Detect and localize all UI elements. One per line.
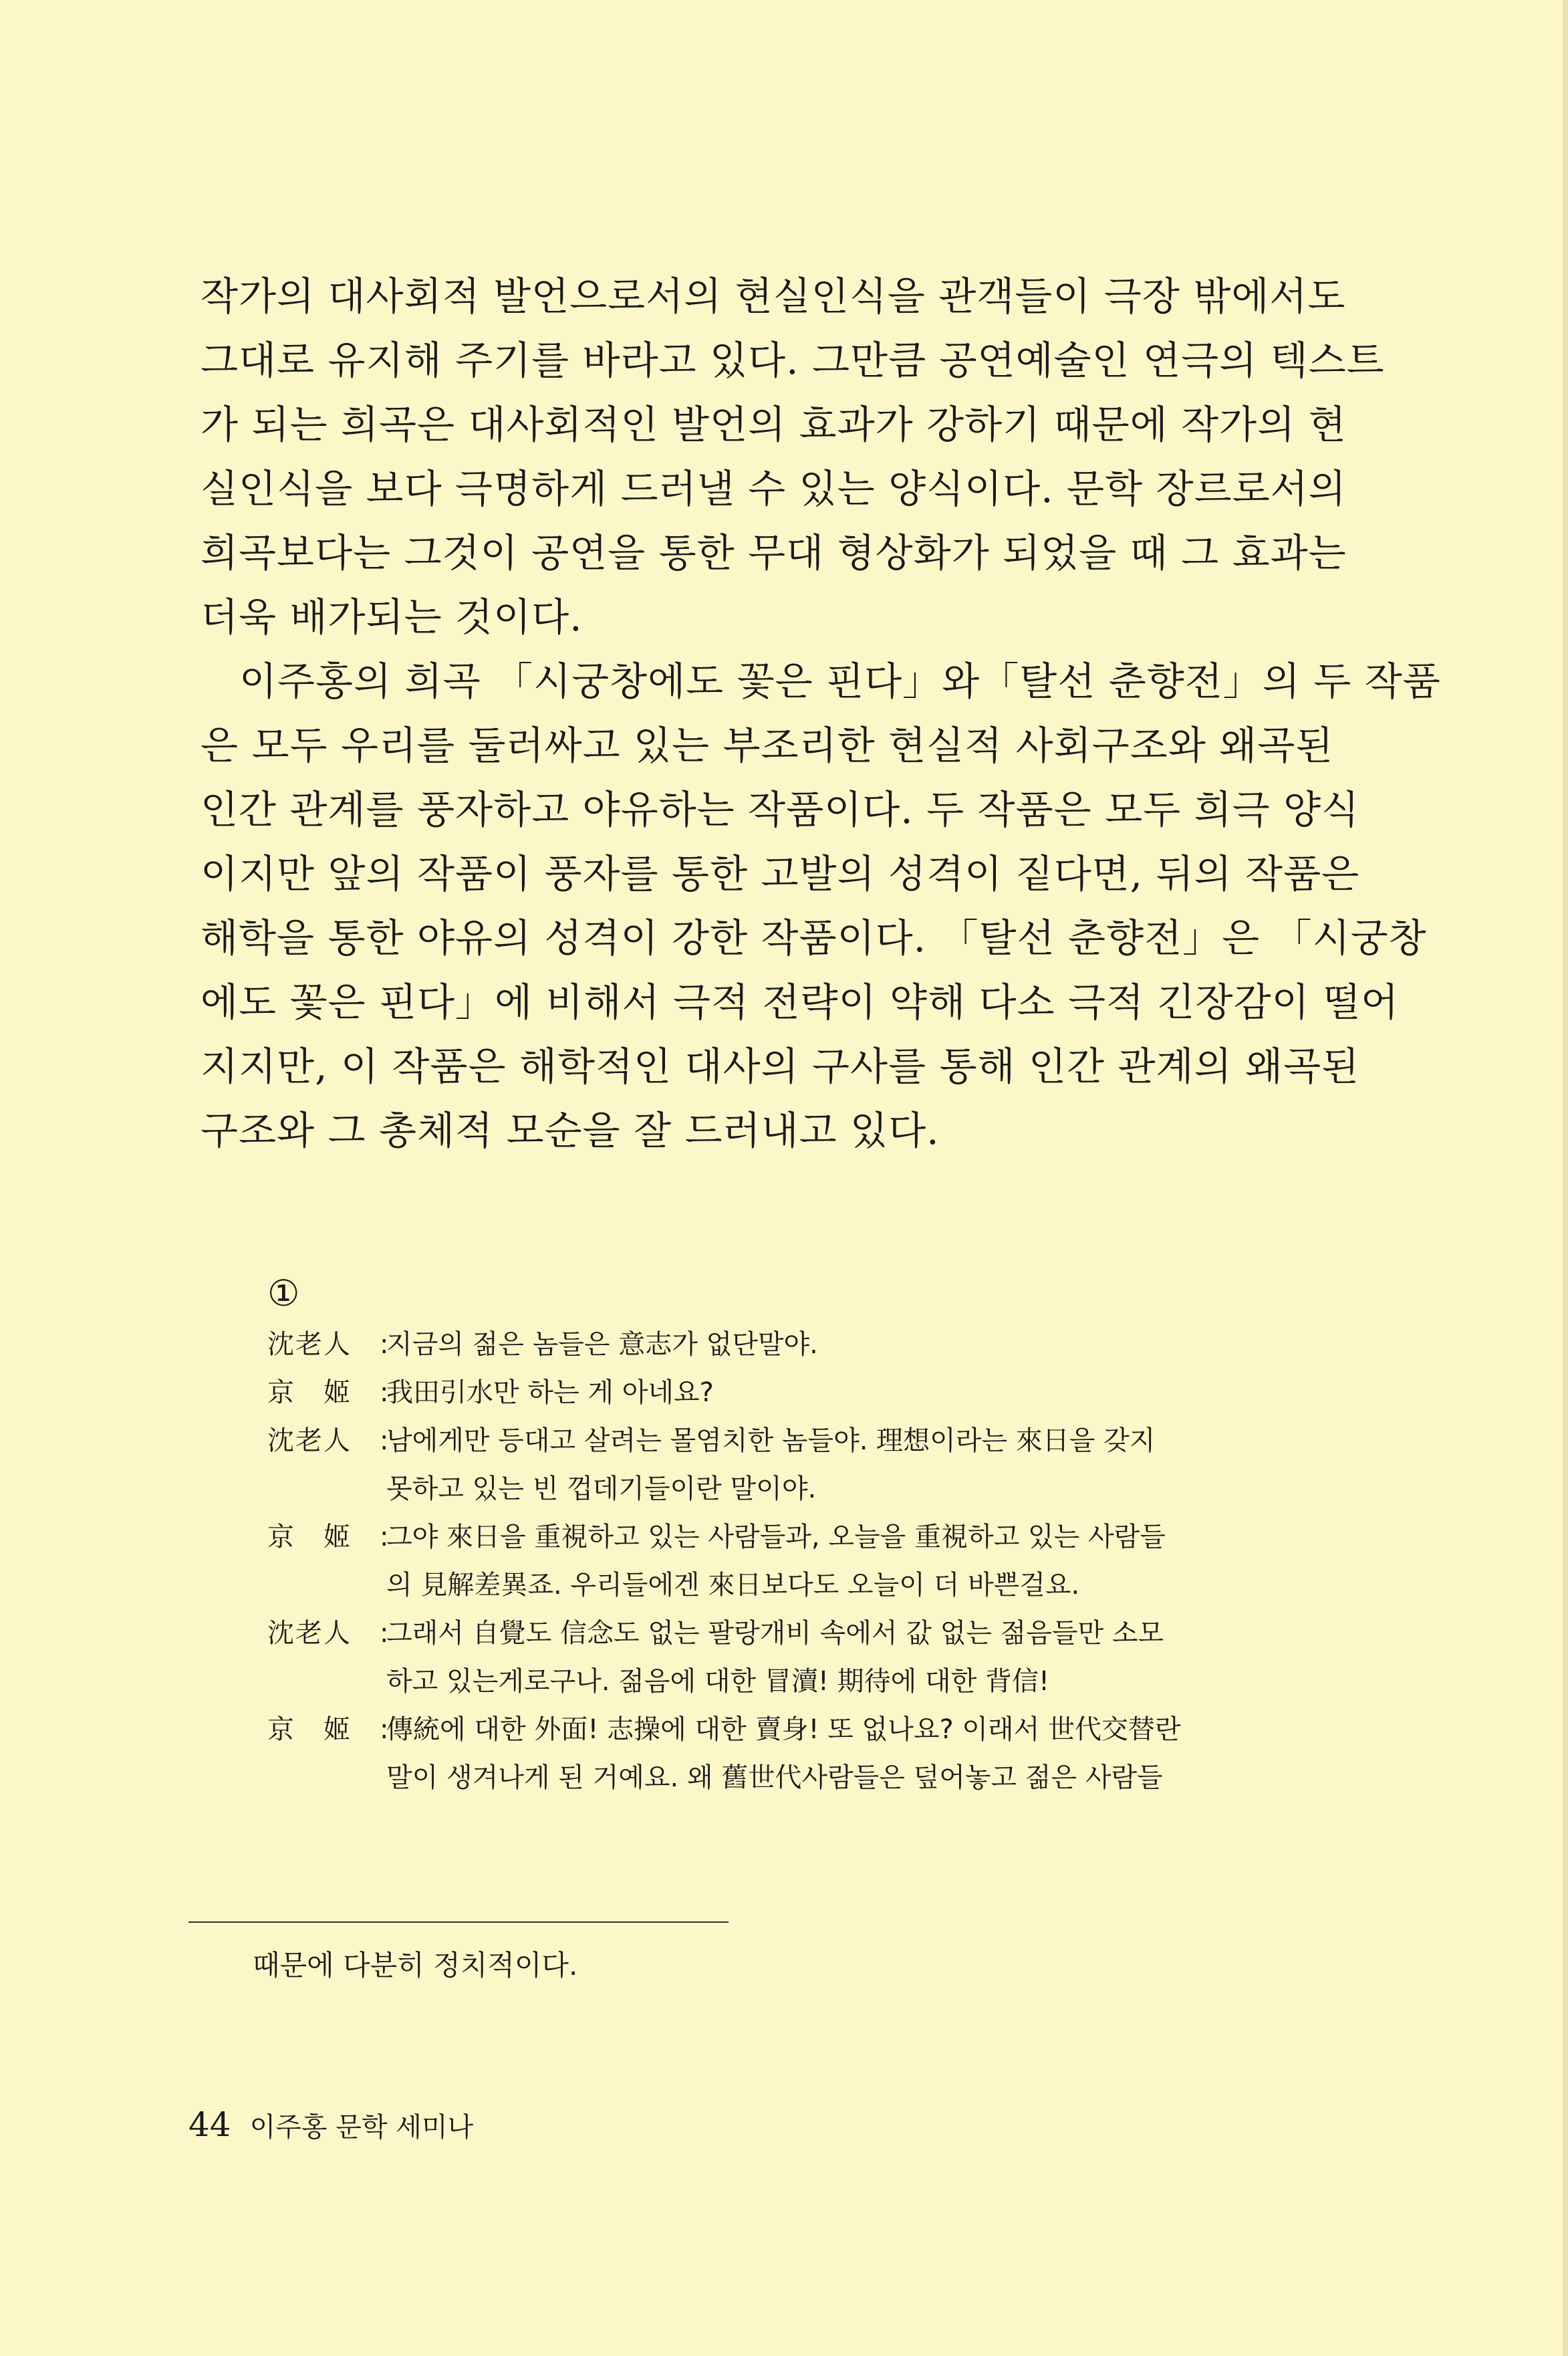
body-line: 은 모두 우리를 둘러싸고 있는 부조리한 현실적 사회구조와 왜곡된: [201, 723, 1334, 768]
dialogue-excerpt: [267, 1320, 1257, 1802]
body-line: 해학을 통한 야유의 성격이 강한 작품이다. 「탈선 춘향전」은 「시궁창: [201, 915, 1427, 961]
page-edge: [1563, 0, 1568, 2356]
speaker-name: 沈老人: [267, 1425, 352, 1456]
body-line: 희곡보다는 그것이 공연을 통한 무대 형상화가 되었을 때 그 효과는: [201, 530, 1347, 576]
dialogue-entry: [267, 1320, 1257, 1369]
body-line: 지지만, 이 작품은 해학적인 대사의 구사를 통해 인간 관계의 왜곡된: [201, 1044, 1360, 1089]
speaker-name: 沈老人: [267, 1618, 352, 1649]
speaker-name: 京 姬: [267, 1377, 352, 1408]
body-line: 작가의 대사회적 발언으로서의 현실인식을 관객들이 극장 밖에서도: [201, 273, 1346, 319]
dialogue-entry: [267, 1417, 1257, 1513]
speech-line: 그야 來日을 重視하고 있는 사람들과, 오늘을 重視하고 있는 사람들: [386, 1522, 1166, 1552]
body-line: 에도 꽃은 핀다」에 비해서 극적 전략이 약해 다소 극적 긴장감이 떨어: [201, 979, 1400, 1025]
body-line: 이지만 앞의 작품이 풍자를 통한 고발의 성격이 짙다면, 뒤의 작품은: [201, 851, 1360, 897]
body-line: 실인식을 보다 극명하게 드러낼 수 있는 양식이다. 문학 장르로서의: [201, 466, 1347, 511]
speech-line: 하고 있는게로구나. 젊음에 대한 冒瀆! 期待에 대한 背信!: [386, 1666, 1050, 1697]
dialogue-entry: [267, 1369, 1257, 1417]
speaker-name: 沈老人: [267, 1329, 352, 1360]
dialogue-entry: [267, 1705, 1257, 1802]
body-line: 이주홍의 희곡 「시궁창에도 꽃은 핀다」와「탈선 춘향전」의 두 작품: [239, 659, 1441, 704]
speaker-name: 京 姬: [267, 1522, 352, 1552]
speaker-separator: :: [380, 1618, 389, 1649]
body-line: 더욱 배가되는 것이다.: [201, 594, 583, 640]
speaker-separator: :: [380, 1522, 389, 1552]
body-line: 그대로 유지해 주기를 바라고 있다. 그만큼 공연예술인 연극의 텍스트: [201, 338, 1385, 383]
speech-line: 말이 생겨나게 된 거예요. 왜 舊世代사람들은 덮어놓고 젊은 사람들: [386, 1762, 1163, 1793]
speaker-separator: :: [380, 1377, 389, 1408]
speaker-name: 京 姬: [267, 1714, 352, 1745]
body-line: 구조와 그 총체적 모순을 잘 드러내고 있다.: [201, 1108, 940, 1153]
dialogue-entry: [267, 1513, 1257, 1609]
page-number: 44: [188, 2105, 231, 2144]
body-line: 인간 관계를 풍자하고 야유하는 작품이다. 두 작품은 모두 희극 양식: [201, 787, 1360, 832]
speaker-separator: :: [380, 1329, 389, 1360]
speech-line: 그래서 自覺도 信念도 없는 팔랑개비 속에서 값 없는 젊음들만 소모: [386, 1618, 1164, 1649]
speech-line: 의 見解差異죠. 우리들에겐 來日보다도 오늘이 더 바쁜걸요.: [386, 1570, 1080, 1601]
footnote-rule: [188, 1921, 729, 1923]
speaker-separator: :: [380, 1714, 389, 1745]
speaker-separator: :: [380, 1425, 389, 1456]
speech-line: 못하고 있는 빈 껍데기들이란 말이야.: [386, 1474, 817, 1504]
speech-line: 남에게만 등대고 살려는 몰염치한 놈들야. 理想이라는 來日을 갖지: [386, 1425, 1156, 1456]
speech-line: 我田引水만 하는 게 아네요?: [386, 1377, 714, 1408]
speech-line: 지금의 젊은 놈들은 意志가 없단말야.: [386, 1329, 818, 1360]
footnote: 때문에 다분히 정치적이다.: [253, 1949, 578, 1982]
body-text: [201, 264, 1441, 1163]
body-line: 가 되는 희곡은 대사회적인 발언의 효과가 강하기 때문에 작가의 현: [201, 402, 1347, 447]
page-footer: [188, 2105, 473, 2147]
speech-line: 傳統에 대한 外面! 志操에 대한 賣身! 또 없나요? 이래서 世代交替란: [386, 1714, 1181, 1745]
excerpt-marker: ①: [267, 1272, 300, 1314]
dialogue-entry: [267, 1609, 1257, 1705]
book-title: 이주홍 문학 세미나: [249, 2112, 474, 2143]
